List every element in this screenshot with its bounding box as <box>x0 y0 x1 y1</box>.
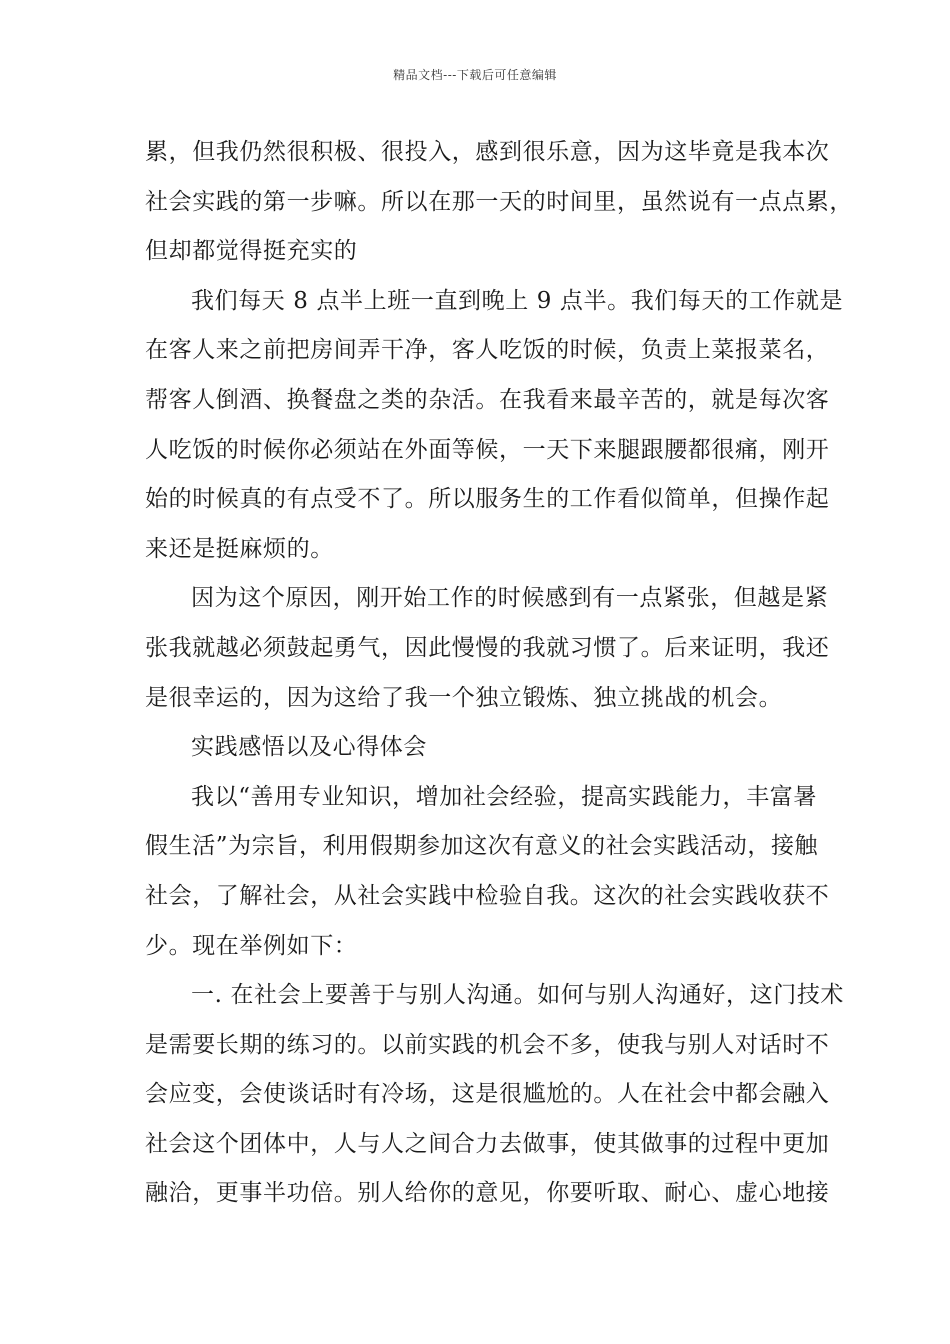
text-line: 在客人来之前把房间弄干净，客人吃饭的时候，负责上菜报菜名， <box>145 337 830 364</box>
paragraph-start-line: 一. 在社会上要善于与别人沟通。如何与别人沟通好，这门技术 <box>191 982 845 1009</box>
section-heading: 实践感悟以及心得体会 <box>191 734 427 761</box>
text-line: 来还是挺麻烦的。 <box>145 535 334 562</box>
text-line: 张我就越必须鼓起勇气，因此慢慢的我就习惯了。后来证明，我还 <box>145 634 830 661</box>
document-body <box>145 128 853 1219</box>
text-line: 累，但我仍然很积极、很投入，感到很乐意，因为这毕竟是我本次 <box>145 139 830 165</box>
text-line: 社会这个团体中，人与人之间合力去做事，使其做事的过程中更加 <box>145 1130 830 1157</box>
text-line: 社会实践的第一步嘛。所以在那一天的时间里，虽然说有一点点累， <box>145 188 853 215</box>
text-line: 帮客人倒酒、换餐盘之类的杂活。在我看来最辛苦的，就是每次客 <box>145 386 830 413</box>
text-line: 是很幸运的，因为这给了我一个独立锻炼、独立挑战的机会。 <box>145 684 783 711</box>
text-line: 是需要长期的练习的。以前实践的机会不多，使我与别人对话时不 <box>145 1031 830 1058</box>
text-line: 社会，了解社会，从社会实践中检验自我。这次的社会实践收获不 <box>145 882 830 909</box>
paragraph-start-line: 因为这个原因，刚开始工作的时候感到有一点紧张，但越是紧 <box>191 585 829 612</box>
text-line: 会应变，会使谈话时有冷场，这是很尴尬的。人在社会中都会融入 <box>145 1081 830 1108</box>
text-line: 假生活”为宗旨，利用假期参加这次有意义的社会实践活动，接触 <box>145 833 819 860</box>
text-line: 融洽，更事半功倍。别人给你的意见，你要听取、耐心、虚心地接 <box>145 1180 830 1207</box>
text-line: 但却都觉得挺充实的 <box>145 238 358 265</box>
text-line: 始的时候真的有点受不了。所以服务生的工作看似简单，但操作起 <box>145 486 830 513</box>
page-header: 精品文档---下载后可任意编辑 <box>393 68 557 82</box>
paragraph-start-line: 我以“善用专业知识，增加社会经验，提高实践能力，丰富暑 <box>191 783 817 810</box>
text-line: 人吃饭的时候你必须站在外面等候，一天下来腿跟腰都很痛，刚开 <box>145 436 830 463</box>
text-line: 少。现在举例如下： <box>145 932 358 959</box>
paragraph-start-line: 我们每天 8 点半上班一直到晚上 9 点半。我们每天的工作就是 <box>191 287 844 314</box>
